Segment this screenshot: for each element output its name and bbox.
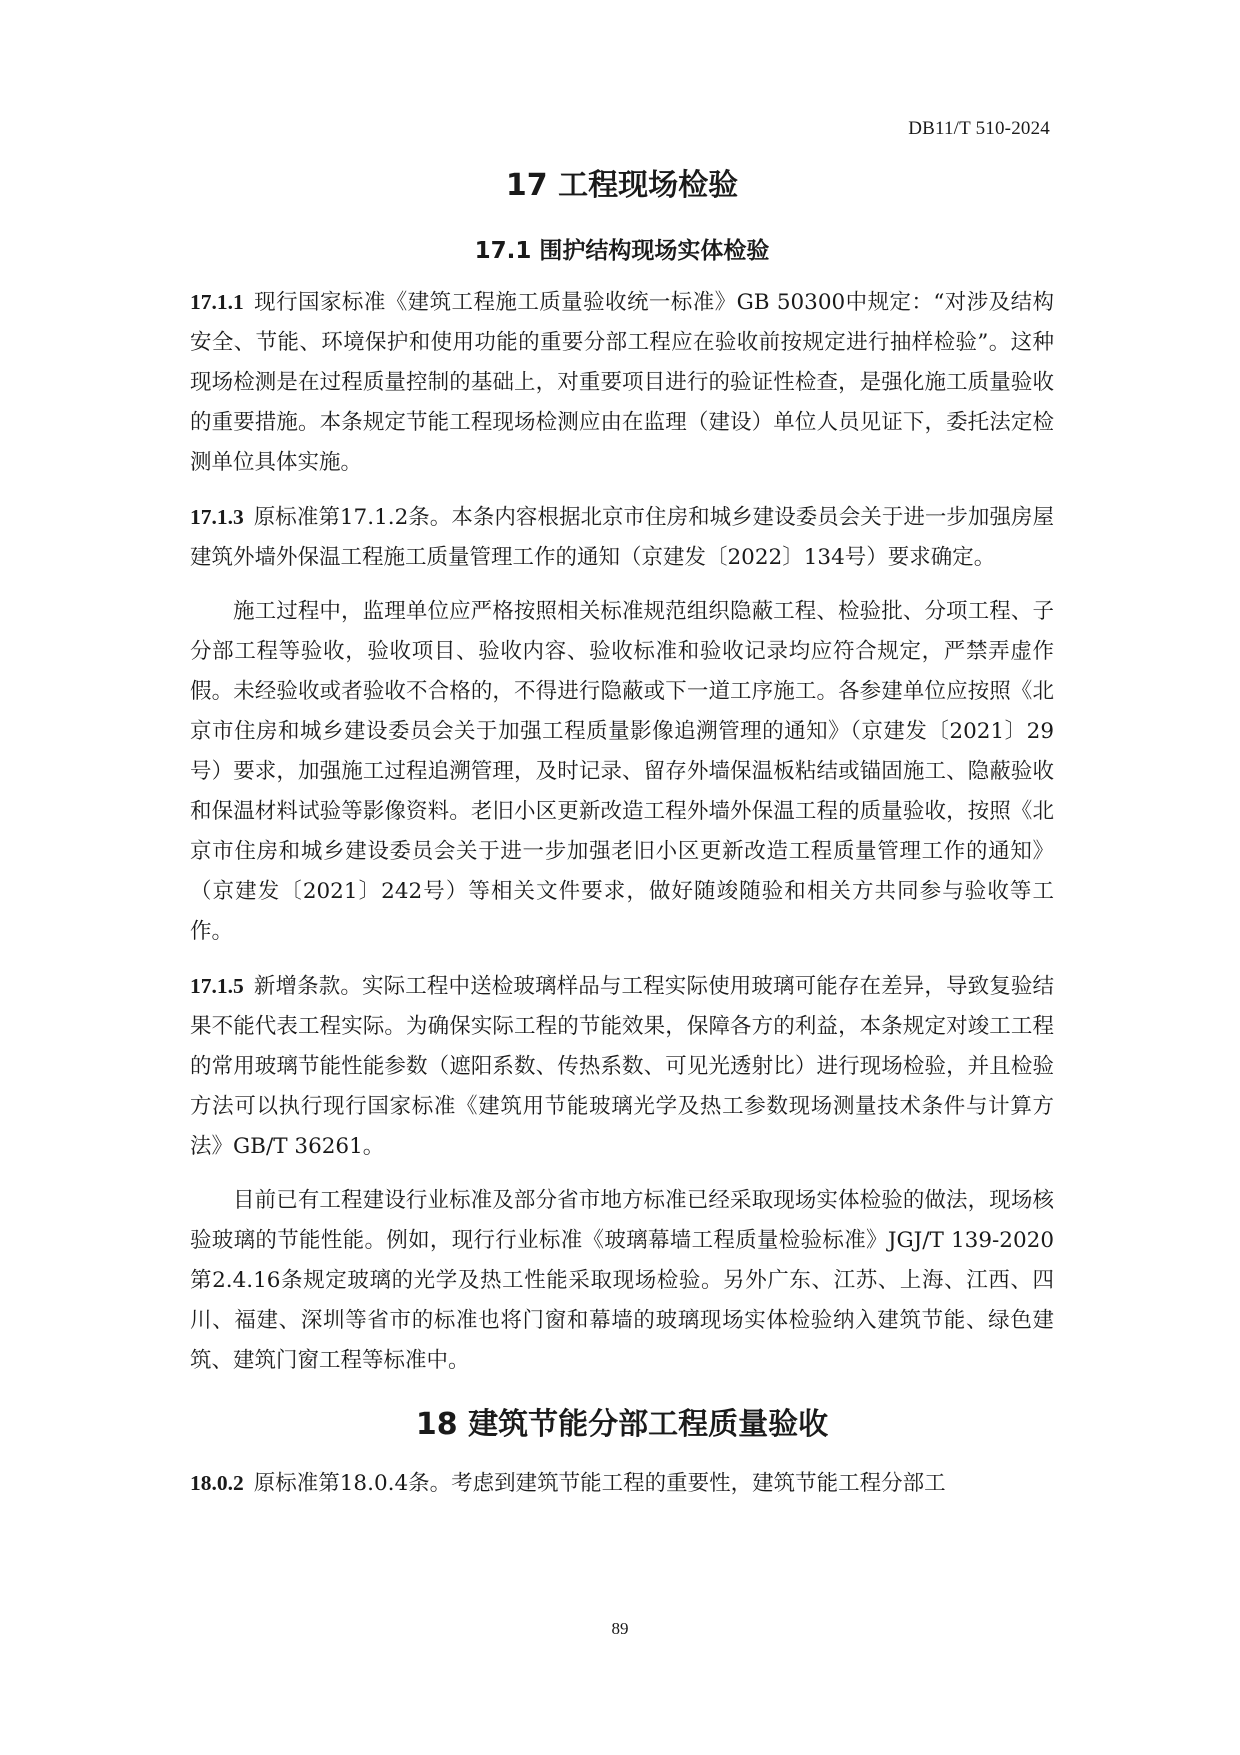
clause-number: 17.1.5 xyxy=(190,974,244,998)
paragraph-supervision: 施工过程中，监理单位应严格按照相关标准规范组织隐蔽工程、检验批、分项工程、子分部工程等验收，验收项目、验收内容、验收标准和验收记录均应符合规定，严禁弄虚作假。未经验收或者验收不合格的，不得进行隐蔽或下一道工序施工。各参建单位应按照《北京市住房和城乡建设委员会关于加强工程质量影像追溯管理的通知》（京建发〔2021〕29号）要求，加强施工过程追溯管理，及时记录、留存外墙保温板粘结或锚固施工、隐蔽验收和保温材料试验等影像资料。老旧小区更新改造工程外墙外保温工程的质量验收，按照《北京市住房和城乡建设委员会关于进一步加强老旧小区更新改造工程质量管理工作的通知》（京建发〔2021〕242号）等相关文件要求，做好随竣随验和相关方共同参与验收等工作。 xyxy=(190,599,1054,944)
clause-17-1-5 xyxy=(190,966,1054,1167)
page-number: 89 xyxy=(611,1619,629,1638)
clause-number: 18.0.2 xyxy=(190,1471,244,1495)
page-content xyxy=(190,168,1054,1518)
clause-text: 原标准第18.0.4条。考虑到建筑节能工程的重要性，建筑节能工程分部工 xyxy=(253,1471,946,1496)
document-code: DB11/T 510-2024 xyxy=(908,118,1050,139)
clause-text: 新增条款。实际工程中送检玻璃样品与工程实际使用玻璃可能存在差异，导致复验结果不能代表工程实际。为确保实际工程的节能效果，保障各方的利益，本条规定对竣工工程的常用玻璃节能性能参数（遮阳系数、传热系数、可见光透射比）进行现场检验，并且检验方法可以执行现行国家标准《建筑用节能玻璃光学及热工参数现场测量技术条件与计算方法》GB/T 36261。 xyxy=(190,974,1054,1159)
clause-18-0-2 xyxy=(190,1463,1054,1504)
clause-text: 现行国家标准《建筑工程施工质量验收统一标准》GB 50300中规定：“对涉及结构安全、节能、环境保护和使用功能的重要分部工程应在验收前按规定进行抽样检验”。这种现场检测是在过程质量控制的基础上，对重要项目进行的验证性检查，是强化施工质量验收的重要措施。本条规定节能工程现场检测应由在监理（建设）单位人员见证下，委托法定检测单位具体实施。 xyxy=(190,290,1054,475)
clause-number: 17.1.1 xyxy=(190,290,244,314)
chapter-18-title: 18 建筑节能分部工程质量验收 xyxy=(415,1407,829,1442)
section-17-1-title: 17.1 围护结构现场实体检验 xyxy=(474,238,770,264)
clause-17-1-3 xyxy=(190,497,1054,578)
clause-number: 17.1.3 xyxy=(190,505,244,529)
paragraph-glass-inspection: 目前已有工程建设行业标准及部分省市地方标准已经采取现场实体检验的做法，现场核验玻璃的节能性能。例如，现行行业标准《玻璃幕墙工程质量检验标准》JGJ/T 139-2020第2.4.16条规定玻璃的光学及热工性能采取现场检验。另外广东、江苏、上海、江西、四川、福建、深圳等省市的标准也将门窗和幕墙的玻璃现场实体检验纳入建筑节能、绿色建筑、建筑门窗工程等标准中。 xyxy=(190,1188,1054,1373)
clause-17-1-1 xyxy=(190,282,1054,483)
clause-text: 原标准第17.1.2条。本条内容根据北京市住房和城乡建设委员会关于进一步加强房屋建筑外墙外保温工程施工质量管理工作的通知（京建发〔2022〕134号）要求确定。 xyxy=(190,505,1054,570)
chapter-17-title: 17 工程现场检验 xyxy=(505,168,739,203)
